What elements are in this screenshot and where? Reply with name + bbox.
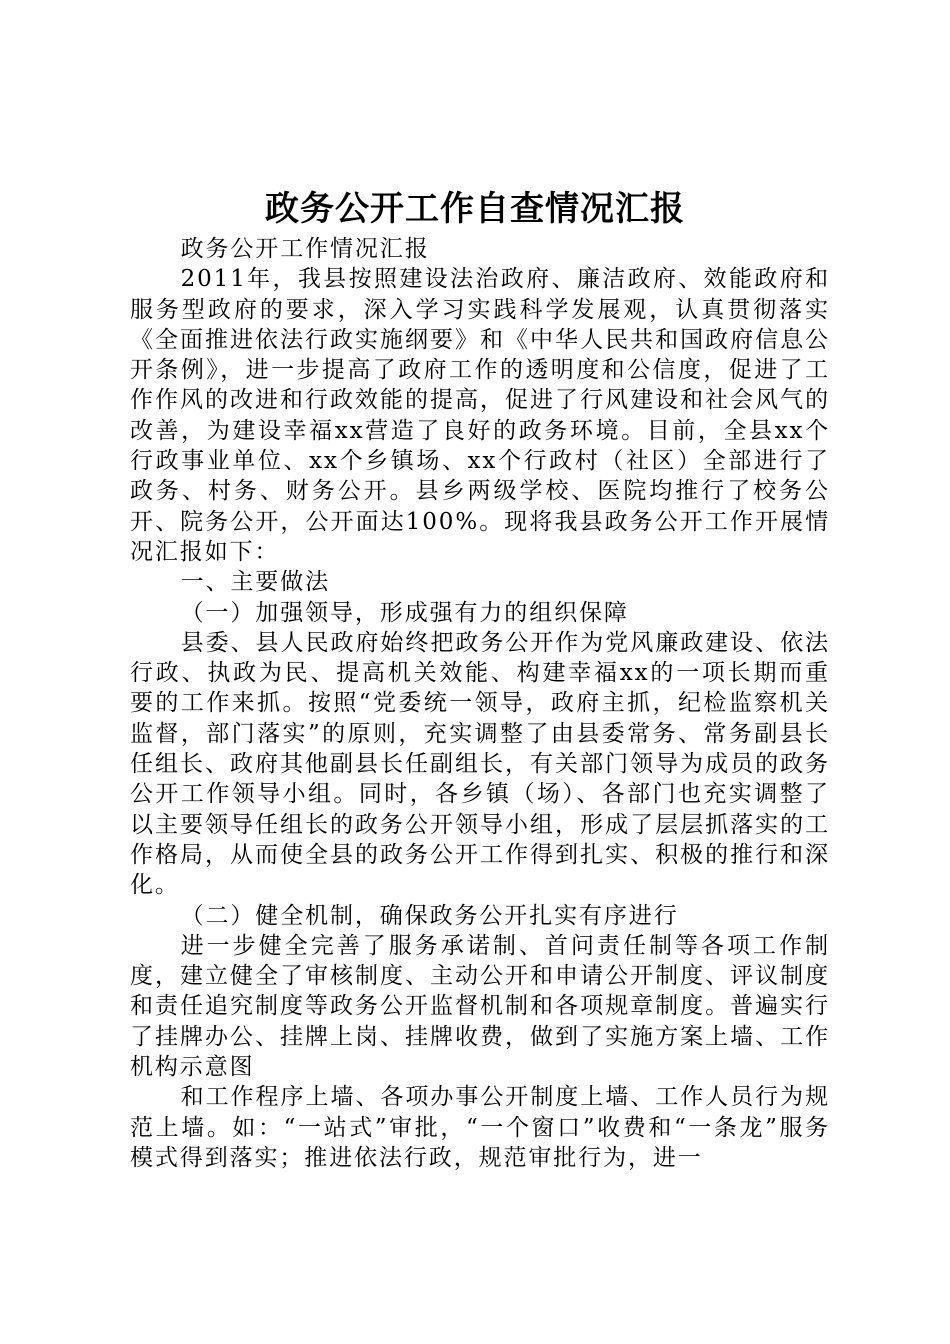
paragraph-section-2a: 进一步健全完善了服务承诺制、首问责任制等各项工作制度，建立健全了审核制度、主动公开和申请公开制度、评议制度和责任追究制度等政务公开监督机制和各项规章制度。普遍实行了挂牌办公、挂牌上岗、挂牌收费，做到了实施方案上墙、工作机构示意图 [130,932,830,1081]
paragraph-subtitle: 政务公开工作情况汇报 [180,236,430,262]
heading-section-1: （一）加强领导，形成强有力的组织保障 [180,599,629,626]
heading-main-practices: 一、主要做法 [180,569,330,596]
document-body [130,234,830,1173]
document-title: 政务公开工作自查情况汇报 [265,189,685,229]
paragraph-section-1: 县委、县人民政府始终把政务公开作为党风廉政建设、依法行政、执政为民、提高机关效能、构建幸福xx的一项长期而重要的工作来抓。按照“党委统一领导，政府主抓，纪检监察机关监督，部门落实”的原则，充实调整了由县委常务、常务副县长任组长、政府其他副县长任副组长，有关部门领导为成员的政务公开工作领导小组。同时，各乡镇（场）、各部门也充实调整了以主要领导任组长的政务公开领导小组，形成了层层抓落实的工作格局，从而使全县的政务公开工作得到扎实、积极的推行和深化。 [130,629,830,899]
paragraph-intro: 2011年，我县按照建设法治政府、廉洁政府、效能政府和服务型政府的要求，深入学习实践科学发展观，认真贯彻落实《全面推进依法行政实施纲要》和《中华人民共和国政府信息公开条例》，进一步提高了政府工作的透明度和公信度，促进了工作作风的改进和行政效能的提高，促进了行风建设和社会风气的改善，为建设幸福xx营造了良好的政务环境。目前，全县xx个行政事业单位、xx个乡镇场、xx个行政村（社区）全部进行了政务、村务、财务公开。县乡两级学校、医院均推行了校务公开、院务公开，公开面达100%。现将我县政务公开工作开展情况汇报如下： [130,266,830,565]
paragraph-section-2b: 和工作程序上墙、各项办事公开制度上墙、工作人员行为规范上墙。如：“一站式”审批，“一个窗口”收费和“一条龙”服务模式得到落实；推进依法行政，规范审批行为，进一 [130,1084,830,1171]
heading-section-2: （二）健全机制，确保政务公开扎实有序进行 [180,902,679,929]
